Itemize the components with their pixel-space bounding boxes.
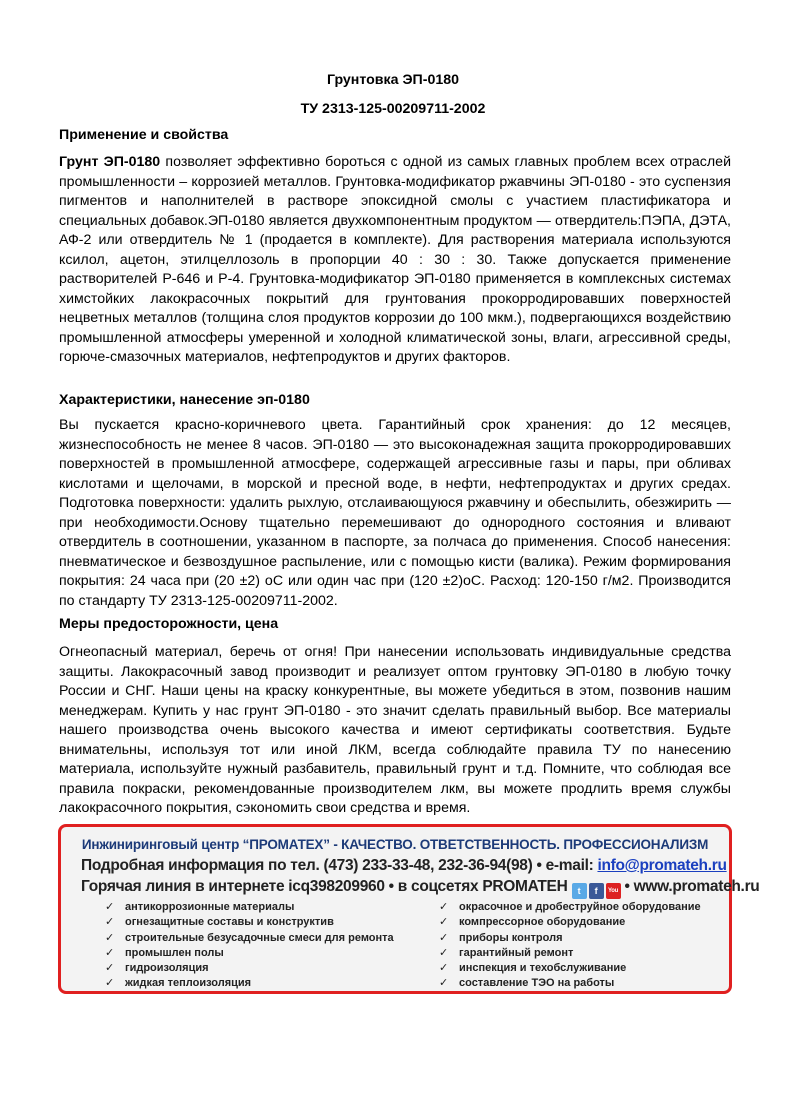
services-list-left xyxy=(105,900,394,992)
lead-bold-text: Грунт ЭП-0180 xyxy=(59,154,161,170)
check-icon: ✓ xyxy=(439,946,449,959)
facebook-icon[interactable]: f xyxy=(589,883,604,899)
list-item: ✓ промышлен полы xyxy=(105,946,394,961)
hotline-text: Горячая линия в интернете icq398209960 • в соцсетях PROMATEH xyxy=(81,878,572,895)
list-item: ✓ жидкая теплоизоляция xyxy=(105,976,394,991)
list-item: ✓ приборы контроля xyxy=(439,931,701,946)
section-heading-characteristics: Характеристики, нанесение эп-0180 xyxy=(59,392,310,408)
document-subtitle: ТУ 2313-125-00209711-2002 xyxy=(300,101,486,117)
list-item: ✓ инспекция и техобслуживание xyxy=(439,961,701,976)
social-icons xyxy=(572,883,621,899)
section-heading-precautions: Меры предосторожности, цена xyxy=(59,616,279,632)
list-item: ✓ строительные безусадочные смеси для ремонта xyxy=(105,931,394,946)
email-link[interactable]: info@promateh.ru xyxy=(597,857,727,874)
services-list-right xyxy=(439,900,701,992)
document-title: Грунтовка ЭП-0180 xyxy=(326,72,460,88)
list-item: ✓ окрасочное и дробеструйное оборудование xyxy=(439,900,701,915)
check-icon: ✓ xyxy=(105,962,115,975)
check-icon: ✓ xyxy=(105,946,115,959)
list-item: ✓ антикоррозионные материалы xyxy=(105,900,394,915)
check-icon: ✓ xyxy=(439,977,449,990)
youtube-icon[interactable]: You xyxy=(606,883,621,899)
banner-contact-line xyxy=(81,857,727,875)
paragraph-text: позволяет эффективно бороться с одной из самых главных проблем всех отраслей промышленности – коррозией металлов. Грунтовка-модификатор ржавчины ЭП-0180 - это суспензия пигментов и наполнителей в растворе эпоксидной смолы с участием пластификатора и специальных добавок.ЭП-0180 является двухкомпонентным продуктом — отвердитель:ПЭПА, ДЭТА, АФ-2 или отвердитель № 1 (продается в комплекте). Для растворения материала используются ксилол, ацетон, этилцеллозоль в пропорции 40 : 30 : 30. Также допускается применение растворителей Р-646 и Р-4. Грунтовка-модификатор ЭП-0180 применяется в комплексных системах химстойких лакокрасочных покрытий для грунтования прокорродировавших поверхностей нецветных металлов (толщина слоя продуктов коррозии до 100 мкм.), подвергающихся воздействию промышленной атмосферы умеренной и холодной климатической зоны, влаги, агрессивной среды, горюче-смазочных материалов, нефтепродуктов и других факторов. xyxy=(59,154,731,365)
check-icon: ✓ xyxy=(439,916,449,929)
banner-slogan: Инжиниринговый центр “ПРОМАТЕХ” - КАЧЕСТВО. ОТВЕТСТВЕННОСТЬ. ПРОФЕССИОНАЛИЗМ xyxy=(81,837,709,852)
list-item: ✓ гарантийный ремонт xyxy=(439,946,701,961)
list-item: ✓ огнезащитные составы и конструктив xyxy=(105,915,394,930)
check-icon: ✓ xyxy=(439,962,449,975)
check-icon: ✓ xyxy=(105,931,115,944)
check-icon: ✓ xyxy=(105,901,115,913)
check-icon: ✓ xyxy=(439,901,449,913)
check-icon: ✓ xyxy=(105,977,115,990)
section-heading-application: Применение и свойства xyxy=(59,127,229,143)
contact-phones: Подробная информация по тел. (473) 233-33-48, 232-36-94(98) • e-mail: xyxy=(81,857,598,874)
list-item: ✓ составление ТЭО на работы xyxy=(439,976,701,991)
check-icon: ✓ xyxy=(105,916,115,929)
promo-banner xyxy=(58,824,760,994)
check-icon: ✓ xyxy=(439,931,449,944)
section-text-characteristics: Вы пускается красно-коричневого цвета. Гарантийный срок хранения: до 12 месяцев, жизнеспособность не менее 8 часов. ЭП-0180 — это высоконадежная защита прокорродировавших поверхностей в промышленной атмосфере, содержащей агрессивные газы и пары, при обливах кислотами и щелочами, в морской и пресной воде, в нефти, нефтепродуктах и других средах. Подготовка поверхности: удалить рыхлую, отслаивающуюся ржавчину и обеспылить, обезжирить — при необходимости.Основу тщательно перемешивают до однородного состояния и вливают отвердитель в соотношении, указанном в паспорте, за полчаса до применения. Способ нанесения: пневматическое и безвоздушное распыление, или с помощью кисти (валика). Режим формирования покрытия: 24 часа при (20 ±2) оС или один час при (120 ±2)оС. Расход: 120-150 г/м2. Производится по стандарту ТУ 2313-125-00209711-2002. xyxy=(59,417,731,609)
section-text-application xyxy=(59,153,731,368)
list-item: ✓ компрессорное оборудование xyxy=(439,915,701,930)
section-text-precautions: Огнеопасный материал, беречь от огня! При нанесении использовать индивидуальные средства защиты. Лакокрасочный завод производит и реализует оптом грунтовку ЭП-0180 в любую точку России и СНГ. Наши цены на краску конкурентные, вы можете убедиться в этом, позвонив нашим менеджерам. Купить у нас грунт ЭП-0180 - это значит сделать правильный выбор. Все материалы нашего производства очень высокого качества и имеют сертификаты соответствия. Будьте внимательны, используя тот или иной ЛКМ, всегда соблюдайте правила ТУ по нанесению материала, используйте нужный разбавитель, правильный грунт и т.д. Помните, что соблюдая все правила покраски, рекомендованные производителем лкм, вы можете продлить время службы лакокрасочного покрытия, сэкономить свои средства и время. xyxy=(59,644,731,816)
banner-hotline-line xyxy=(81,878,760,899)
twitter-icon[interactable]: t xyxy=(572,883,587,899)
list-item: ✓ гидроизоляция xyxy=(105,961,394,976)
website-text: • www.promateh.ru xyxy=(620,878,760,895)
